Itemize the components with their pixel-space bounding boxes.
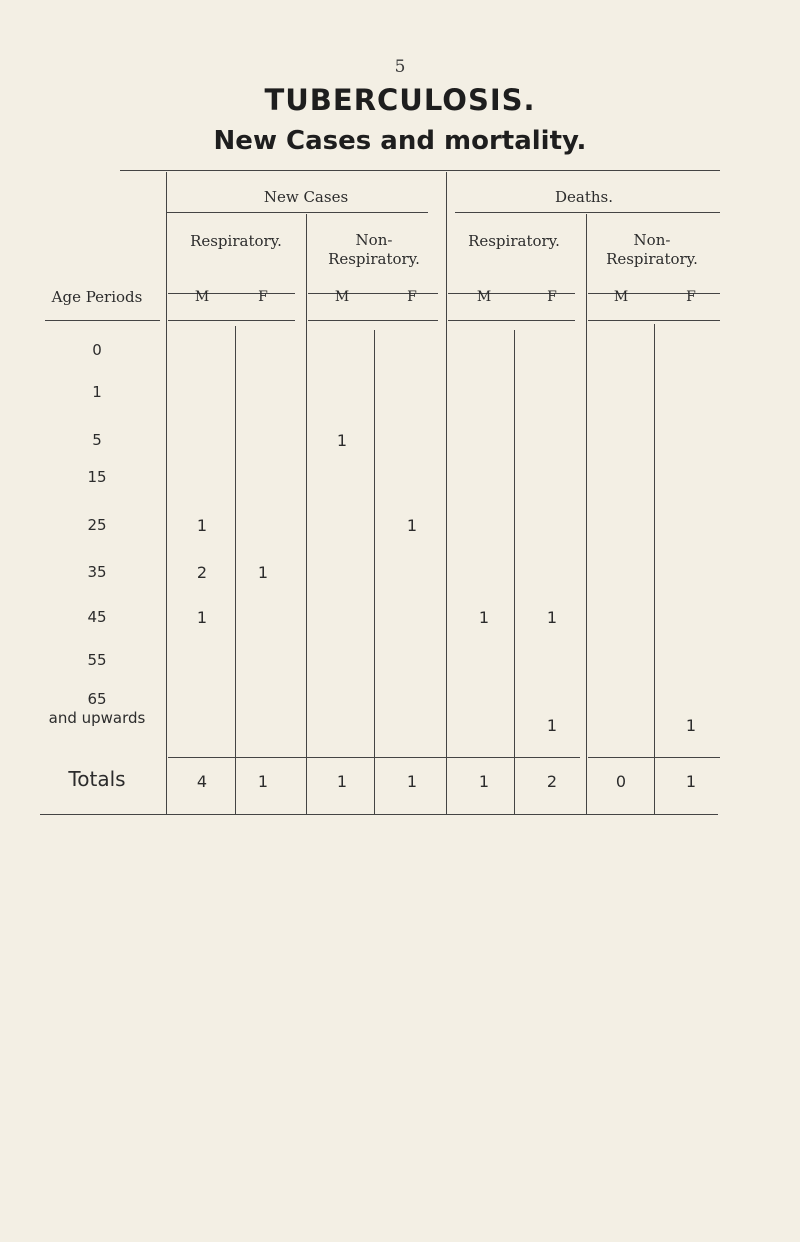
subheader-new-cases-non-respiratory: Non- Respiratory. xyxy=(328,231,420,268)
table-cell: 1 xyxy=(685,716,697,735)
total-cell: 0 xyxy=(615,772,627,791)
table-rule xyxy=(167,212,428,213)
table-cell: 1 xyxy=(196,516,208,535)
table-cell: 1 xyxy=(406,516,418,535)
group-header-deaths: Deaths. xyxy=(554,188,613,206)
table-cell: 1 xyxy=(336,431,348,450)
table-rule xyxy=(448,320,575,321)
total-cell: 2 xyxy=(546,772,558,791)
table-cell: 1 xyxy=(478,608,490,627)
total-cell: 1 xyxy=(685,772,697,791)
table-cell: 1 xyxy=(546,716,558,735)
age-period-label: 65 and upwards xyxy=(48,690,146,727)
table-rule xyxy=(588,320,720,321)
age-period-label: 55 xyxy=(87,651,107,669)
table-rule xyxy=(45,320,160,321)
subheader-deaths-respiratory: Respiratory. xyxy=(468,232,560,250)
page-title: TUBERCULOSIS. xyxy=(264,83,536,117)
total-cell: 1 xyxy=(406,772,418,791)
table-rule xyxy=(168,320,295,321)
total-cell: 4 xyxy=(196,772,208,791)
column-divider xyxy=(446,172,447,815)
age-period-label: 25 xyxy=(87,516,107,534)
table-cell: 1 xyxy=(196,608,208,627)
table-rule xyxy=(40,814,718,815)
page-subtitle: New Cases and mortality. xyxy=(213,126,587,156)
sex-label: F xyxy=(258,289,268,305)
age-period-label: 5 xyxy=(92,431,102,449)
sex-label: M xyxy=(334,289,350,305)
table-cell: 1 xyxy=(546,608,558,627)
sex-label: F xyxy=(686,289,696,305)
column-divider xyxy=(654,324,655,815)
page-number: 5 xyxy=(394,57,406,77)
table-rule xyxy=(120,170,720,171)
subheader-new-cases-respiratory: Respiratory. xyxy=(190,232,282,250)
age-period-label: 1 xyxy=(92,383,102,401)
table-rule xyxy=(308,320,438,321)
column-divider xyxy=(235,326,236,815)
age-periods-header: Age Periods xyxy=(51,288,143,306)
sex-label: F xyxy=(407,289,417,305)
age-period-label: 0 xyxy=(92,341,102,359)
column-divider xyxy=(374,330,375,815)
table-cell: 2 xyxy=(196,563,208,582)
total-cell: 1 xyxy=(478,772,490,791)
age-period-label: 35 xyxy=(87,563,107,581)
sex-label: M xyxy=(613,289,629,305)
sex-label: M xyxy=(194,289,210,305)
totals-label: Totals xyxy=(68,767,126,791)
subheader-deaths-non-respiratory: Non- Respiratory. xyxy=(606,231,698,268)
total-cell: 1 xyxy=(336,772,348,791)
age-period-label: 45 xyxy=(87,608,107,626)
sex-label: F xyxy=(547,289,557,305)
column-divider xyxy=(586,214,587,815)
column-divider xyxy=(306,214,307,815)
sex-label: M xyxy=(476,289,492,305)
table-rule xyxy=(455,212,720,213)
group-header-new-cases: New Cases xyxy=(263,188,349,206)
column-divider xyxy=(514,330,515,815)
total-cell: 1 xyxy=(257,772,269,791)
age-period-label: 15 xyxy=(87,468,107,486)
table-cell: 1 xyxy=(257,563,269,582)
